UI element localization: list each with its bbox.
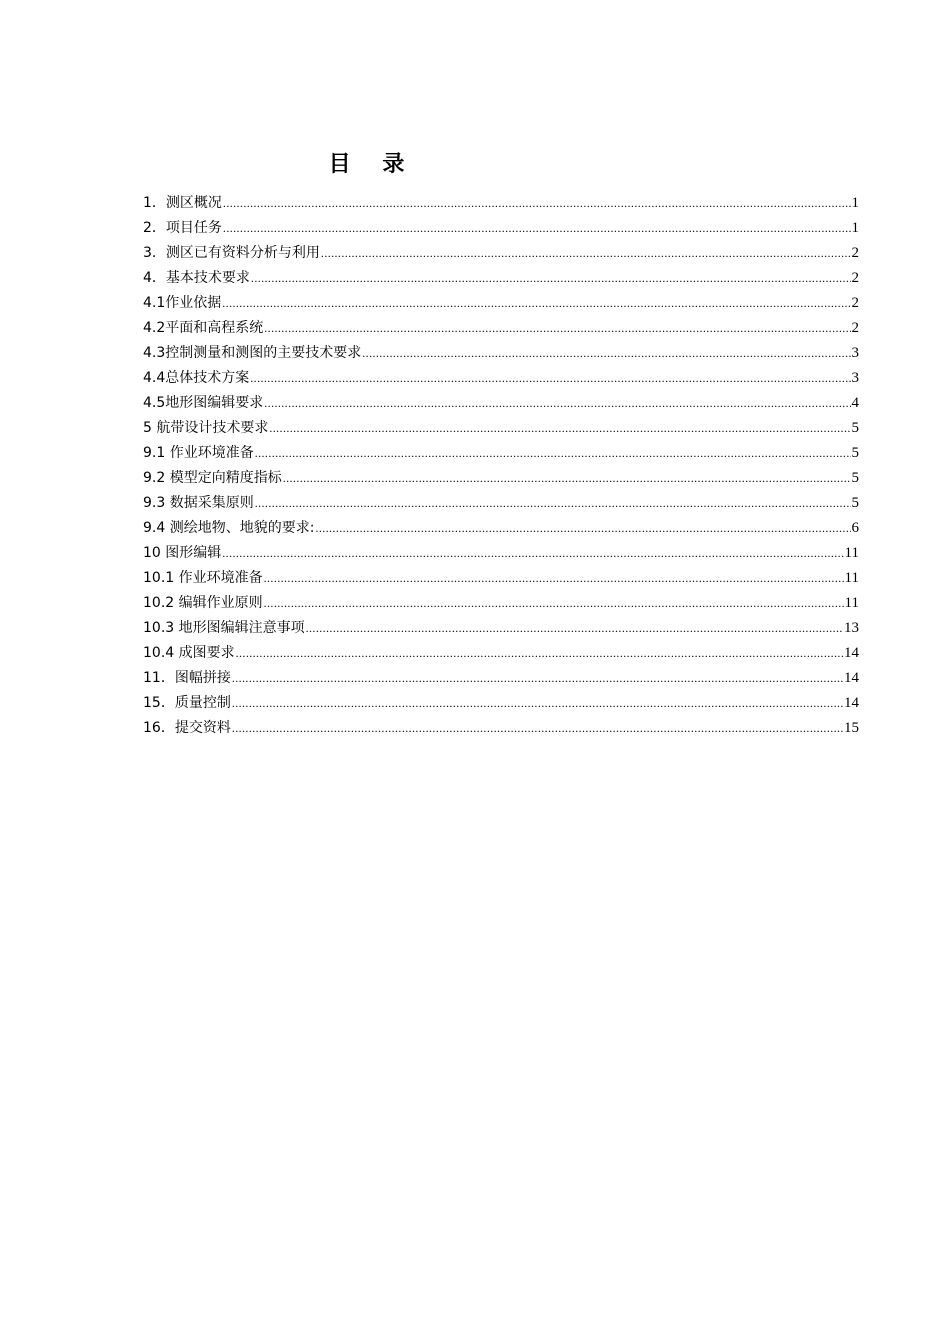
toc-page-number: 11 bbox=[844, 545, 859, 561]
toc-dot-leader bbox=[236, 641, 843, 666]
toc-dot-leader bbox=[283, 466, 851, 491]
toc-entry[interactable] bbox=[143, 266, 859, 291]
toc-dot-leader bbox=[222, 291, 850, 316]
toc-entry[interactable] bbox=[143, 366, 859, 391]
toc-entry-label: 16．提交资料 bbox=[143, 720, 231, 736]
toc-dot-leader bbox=[255, 441, 851, 466]
toc-dot-leader bbox=[264, 391, 850, 416]
toc-entry[interactable] bbox=[143, 691, 859, 716]
toc-entry[interactable] bbox=[143, 291, 859, 316]
toc-entry-label: 10.4 成图要求 bbox=[143, 645, 235, 661]
toc-entry-label: 9.4 测绘地物、地貌的要求: bbox=[143, 520, 315, 536]
toc-dot-leader bbox=[264, 591, 844, 616]
toc-page-number: 2 bbox=[851, 320, 859, 336]
toc-page-number: 5 bbox=[851, 420, 859, 436]
toc-entry-label: 11．图幅拼接 bbox=[143, 670, 231, 686]
toc-page-number: 2 bbox=[851, 245, 859, 261]
toc-dot-leader bbox=[315, 516, 850, 541]
toc-page-number: 14 bbox=[844, 695, 859, 711]
toc-page-number: 15 bbox=[844, 720, 859, 736]
toc-entry-label: 10.3 地形图编辑注意事项 bbox=[143, 620, 305, 636]
toc-page-number: 13 bbox=[844, 620, 859, 636]
toc-page-number: 14 bbox=[844, 645, 859, 661]
toc-entry-label: 4.3控制测量和测图的主要技术要求 bbox=[143, 345, 362, 361]
toc-entry-label: 4.2平面和高程系统 bbox=[143, 320, 264, 336]
toc-entry[interactable] bbox=[143, 666, 859, 691]
toc-entry[interactable] bbox=[143, 341, 859, 366]
toc-entry[interactable] bbox=[143, 316, 859, 341]
toc-entry-label: 9.3 数据采集原则 bbox=[143, 495, 254, 511]
toc-page-number: 4 bbox=[851, 395, 859, 411]
toc-entry-label: 10.2 编辑作业原则 bbox=[143, 595, 263, 611]
toc-page-number: 5 bbox=[851, 495, 859, 511]
toc-dot-leader bbox=[255, 491, 851, 516]
toc-entry-label: 10 图形编辑 bbox=[143, 545, 222, 561]
toc-entry-label: 4．基本技术要求 bbox=[143, 270, 250, 286]
toc-entry[interactable] bbox=[143, 616, 859, 641]
toc-page-number: 6 bbox=[851, 520, 859, 536]
toc-entry-label: 4.1作业依据 bbox=[143, 295, 222, 311]
toc-entry[interactable] bbox=[143, 716, 859, 741]
toc-entry[interactable] bbox=[143, 191, 859, 216]
toc-dot-leader bbox=[251, 266, 851, 291]
toc-dot-leader bbox=[306, 616, 843, 641]
toc-dot-leader bbox=[223, 216, 851, 241]
toc-page-number: 3 bbox=[851, 345, 859, 361]
toc-page-number: 11 bbox=[844, 595, 859, 611]
toc-dot-leader bbox=[264, 316, 850, 341]
toc-page-number: 5 bbox=[851, 445, 859, 461]
toc-page-number: 1 bbox=[851, 220, 859, 236]
toc-entry-label: 9.1 作业环境准备 bbox=[143, 445, 254, 461]
toc-dot-leader bbox=[269, 416, 850, 441]
toc-dot-leader bbox=[232, 666, 843, 691]
toc-dot-leader bbox=[223, 191, 851, 216]
toc-page-number: 3 bbox=[851, 370, 859, 386]
toc-entry-label: 2．项目任务 bbox=[143, 220, 222, 236]
toc-list bbox=[143, 191, 859, 741]
toc-entry[interactable] bbox=[143, 541, 859, 566]
toc-entry[interactable] bbox=[143, 241, 859, 266]
toc-dot-leader bbox=[222, 541, 843, 566]
toc-entry[interactable] bbox=[143, 491, 859, 516]
toc-entry[interactable] bbox=[143, 566, 859, 591]
toc-entry[interactable] bbox=[143, 466, 859, 491]
toc-entry-label: 3．测区已有资料分析与利用 bbox=[143, 245, 320, 261]
toc-page-number: 11 bbox=[844, 570, 859, 586]
toc-dot-leader bbox=[264, 566, 844, 591]
toc-title: 目 录 bbox=[328, 152, 417, 177]
toc-entry-label: 9.2 模型定向精度指标 bbox=[143, 470, 282, 486]
toc-page-number: 14 bbox=[844, 670, 859, 686]
toc-entry-label: 15．质量控制 bbox=[143, 695, 231, 711]
toc-entry[interactable] bbox=[143, 391, 859, 416]
toc-page-number: 2 bbox=[851, 270, 859, 286]
toc-dot-leader bbox=[250, 366, 850, 391]
toc-entry-label: 4.5地形图编辑要求 bbox=[143, 395, 264, 411]
toc-entry[interactable] bbox=[143, 591, 859, 616]
toc-entry[interactable] bbox=[143, 516, 859, 541]
toc-entry-label: 1．测区概况 bbox=[143, 195, 222, 211]
toc-entry-label: 5 航带设计技术要求 bbox=[143, 420, 269, 436]
toc-entry[interactable] bbox=[143, 416, 859, 441]
toc-dot-leader bbox=[321, 241, 851, 266]
toc-page-number: 2 bbox=[851, 295, 859, 311]
toc-entry[interactable] bbox=[143, 441, 859, 466]
toc-page-number: 5 bbox=[851, 470, 859, 486]
toc-dot-leader bbox=[232, 716, 843, 741]
toc-entry[interactable] bbox=[143, 641, 859, 666]
toc-dot-leader bbox=[362, 341, 850, 366]
toc-entry-label: 4.4总体技术方案 bbox=[143, 370, 250, 386]
toc-page-number: 1 bbox=[851, 195, 859, 211]
toc-entry-label: 10.1 作业环境准备 bbox=[143, 570, 263, 586]
toc-dot-leader bbox=[232, 691, 843, 716]
toc-entry[interactable] bbox=[143, 216, 859, 241]
